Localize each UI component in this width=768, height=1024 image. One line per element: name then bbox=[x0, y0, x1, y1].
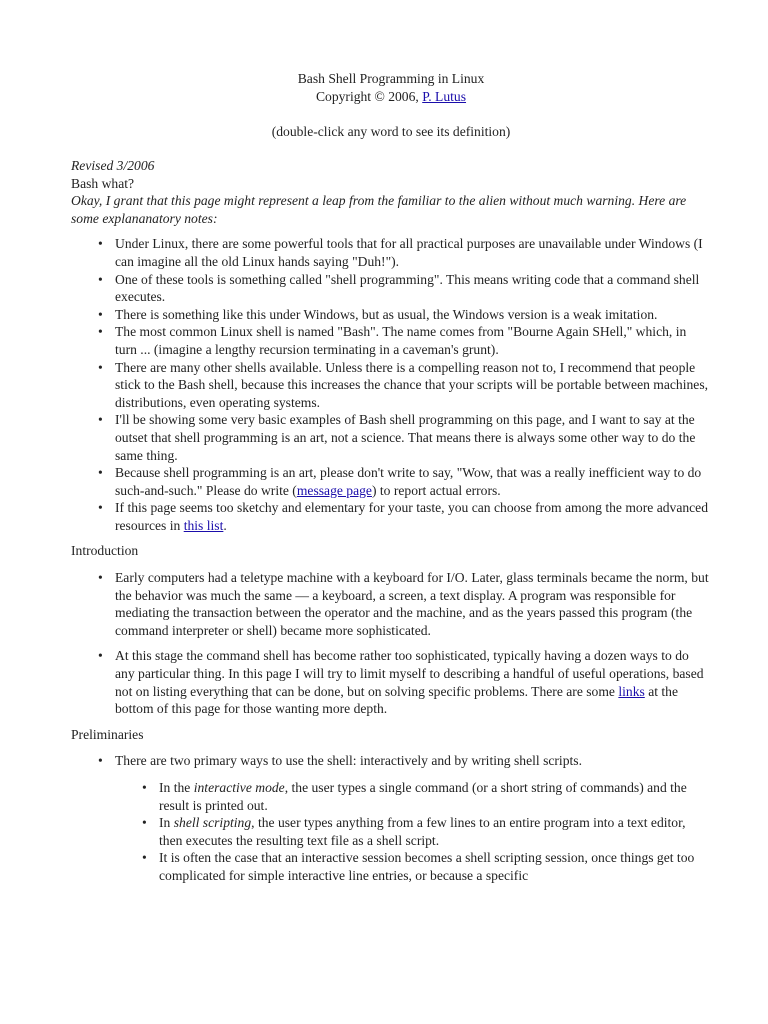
list-item: • Early computers had a teletype machine with a keyboard for I/O. Later, glass terminals became the norm, but the behavior was much the same — a keyboard, a screen, a text display. A program was responsible for mediating the transaction between the operator and the machine, and as the years passed this program (the command interpreter or shell) became more sophisticated. bbox=[98, 570, 709, 638]
list-item: • In shell scripting, the user types anything from a few lines to an entire program into a text editor, then executes the resulting text file as a shell script. bbox=[142, 815, 686, 848]
list-item: • If this page seems too sketchy and elementary for your taste, you can choose from among the more advanced resources in this list. bbox=[98, 500, 709, 533]
bullet-icon: • bbox=[98, 465, 103, 481]
list-item: • In the interactive mode, the user types a single command (or a short string of commands) and the result is printed out. bbox=[142, 780, 687, 813]
links-link[interactable]: links bbox=[618, 683, 645, 699]
list-item: • There are two primary ways to use the shell: interactively and by writing shell scripts. • In the interactive mode, the user types a single command (or a short string of commands) and the result is printed out. • In shell scripting, the user types anything from a few lines to an entire program into a text editor, then executes the resulting text file as a shell script. • It is often the case that an interactive session becomes a shell scripting session, once things get too complicated for simple interactive line entries, or because a specific bbox=[115, 752, 711, 884]
dblclick-note: (double-click any word to see its definition) bbox=[271, 124, 511, 139]
copyright-text: Copyright © 2006, bbox=[315, 89, 423, 104]
copyright-line bbox=[71, 88, 711, 106]
bullet-icon: • bbox=[98, 306, 103, 322]
bullet-icon: • bbox=[142, 815, 147, 831]
bullet-icon: • bbox=[98, 359, 103, 375]
preliminaries-list bbox=[71, 752, 711, 884]
document-page bbox=[71, 70, 711, 885]
bullet-icon: • bbox=[98, 236, 103, 252]
list-item: • There is something like this under Windows, but as usual, the Windows version is a weak imitation. bbox=[98, 306, 658, 322]
list-item: • At this stage the command shell has become rather too sophisticated, typically having a dozen ways to do any particular thing. In this page I will try to limit myself to describing a handful of useful operations, based not on listing everything that can be done, but on solving specific problems. There are some links at the bottom of this page for those wanting more depth. bbox=[98, 648, 704, 717]
list-item: • Because shell programming is an art, please don't write to say, "Wow, that was a really inefficient way to do such-and-such." Please do write (message page) to report actual errors. bbox=[98, 465, 702, 498]
revised-date: Revised 3/2006 bbox=[71, 158, 155, 173]
bullet-icon: • bbox=[98, 500, 103, 516]
term-interactive-mode: interactive mode bbox=[193, 780, 285, 795]
bullet-icon: • bbox=[98, 412, 103, 428]
list-item: • Under Linux, there are some powerful tools that for all practical purposes are unavailable under Windows (I can imagine all the old Linux hands saying "Duh!"). bbox=[98, 236, 703, 269]
list-item: • One of these tools is something called "shell programming". This means writing code that a command shell executes. bbox=[98, 271, 700, 305]
bullet-icon: • bbox=[142, 850, 147, 866]
bullet-icon: • bbox=[98, 271, 103, 287]
title-block bbox=[71, 70, 711, 106]
notes-list bbox=[71, 235, 711, 534]
introduction-heading: Introduction bbox=[71, 543, 139, 559]
bullet-icon: • bbox=[98, 324, 103, 340]
message-page-link[interactable]: message page bbox=[296, 482, 372, 498]
author-link[interactable]: P. Lutus bbox=[422, 89, 467, 104]
bash-what: Bash what? bbox=[71, 175, 135, 191]
page-title: Bash Shell Programming in Linux bbox=[297, 71, 485, 86]
list-item: • The most common Linux shell is named "Bash". The name comes from "Bourne Again SHell," which, in turn ... (imagine a lengthy recursion terminating in a caveman's grunt). bbox=[98, 324, 687, 357]
list-item: • There are many other shells available. Unless there is a compelling reason not to, I recommend that people stick to the Bash shell, because this increases the chance that your scripts will be portable between machines, distributions, even operating systems. bbox=[98, 359, 709, 410]
bullet-icon: • bbox=[98, 570, 103, 586]
term-shell-scripting: shell scripting bbox=[173, 815, 252, 831]
bullet-icon: • bbox=[98, 648, 103, 664]
meta-block bbox=[71, 157, 711, 227]
bullet-icon: • bbox=[142, 780, 147, 795]
list-item: • I'll be showing some very basic examples of Bash shell programming on this page, and I want to say at the outset that shell programming is an art, not a science. That means there is always some other way to do the same thing. bbox=[98, 412, 696, 463]
introduction-list bbox=[71, 569, 711, 718]
bullet-icon: • bbox=[98, 753, 103, 769]
preliminaries-sublist bbox=[115, 779, 711, 885]
intro-note: Okay, I grant that this page might represent a leap from the familiar to the alien without much warning. Here are some explananatory notes: bbox=[71, 193, 687, 226]
preliminaries-heading: Preliminaries bbox=[71, 726, 144, 742]
this-list-link[interactable]: this list bbox=[183, 517, 224, 533]
list-item: • It is often the case that an interactive session becomes a shell scripting session, once things get too complicated for simple interactive line entries, or because a specific bbox=[142, 850, 695, 883]
